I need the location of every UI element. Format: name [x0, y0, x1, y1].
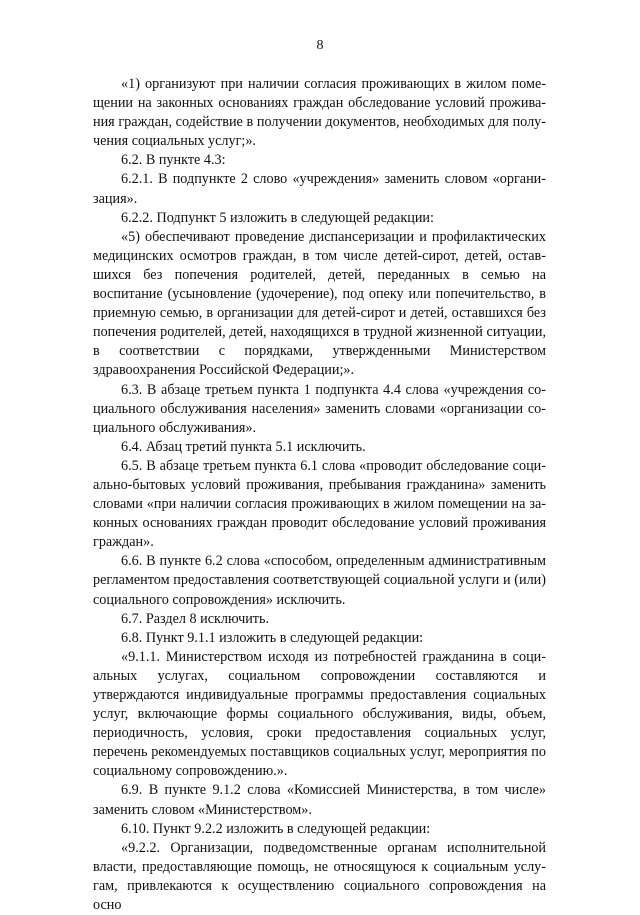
paragraph: 6.2. В пункте 4.3:: [121, 152, 226, 169]
paragraph: «5) обеспечивают проведение диспансеризации и профилактических медицинских осмотров граждан, в том числе детей-сирот, детей, оставшихся без попечения родителей, детей, переданных в семью на воспитание (усыновление (удочерение), под опеку или попечительство, в приемную семью, в организации для детей-сирот и детей, оставшихся без попечения родителей, детей, находящихся в трудной жизненной ситуации, в соответствии с порядками, утвержденными Министерством здравоохранения Российской Федерации;».: [93, 228, 546, 379]
paragraph: 6.5. В абзаце третьем пункта 6.1 слова «проводит обследование социально-бытовых условий проживания, пребывания гражданина» заменить словами «при наличии согласия проживающих в жилом помещении на законных основаниях граждан проводит обследование условий проживания граждан».: [93, 457, 546, 551]
paragraph: 6.6. В пункте 6.2 слова «способом, определенным административным регламентом предоставления соответствующей социальной услуги и (или) социального сопровождения» исключить.: [93, 553, 546, 608]
paragraph: 6.3. В абзаце третьем пункта 1 подпункта 4.4 слова «учреждения социального обслуживания населения» заменить словами «организации социального обслуживания».: [93, 381, 546, 436]
paragraph: «1) организуют при наличии согласия проживающих в жилом помещении на законных основаниях граждан обследование условий проживания граждан, содействие в получении документов, необходимых для получения социальных услуг;».: [93, 76, 546, 150]
paragraph: «9.2.2. Организации, подведомственные органам исполнительной власти, предоставляющие помощь, не относящуюся к социальным услугам, привлекаются к осуществлению социального сопровождения на осно: [93, 839, 546, 914]
paragraph: 6.2.1. В подпункте 2 слово «учреждения» заменить словом «организация».: [93, 171, 546, 207]
paragraph: 6.10. Пункт 9.2.2 изложить в следующей редакции:: [121, 820, 431, 837]
paragraph: 6.4. Абзац третий пункта 5.1 исключить.: [121, 438, 366, 455]
paragraph: 6.8. Пункт 9.1.1 изложить в следующей редакции:: [121, 629, 424, 646]
paragraph: «9.1.1. Министерством исходя из потребностей гражданина в социальных услугах, социальном сопровождении составляются и утверждаются индивидуальные программы предоставления социальных услуг, включающие формы социального обслуживания, виды, объем, периодичность, условия, сроки предоставления социальных услуг, перечень рекомендуемых поставщиков социальных услуг, мероприятия по социальному сопровождению.».: [93, 648, 546, 780]
paragraph: 6.2.2. Подпункт 5 изложить в следующей редакции:: [121, 209, 434, 226]
paragraph: 6.9. В пункте 9.1.2 слова «Комиссией Министерства, в том числе» заменить словом «Министерством».: [93, 782, 546, 818]
paragraph: 6.7. Раздел 8 исключить.: [121, 610, 270, 627]
page-number: 8: [316, 38, 324, 53]
document-body: [93, 75, 546, 915]
